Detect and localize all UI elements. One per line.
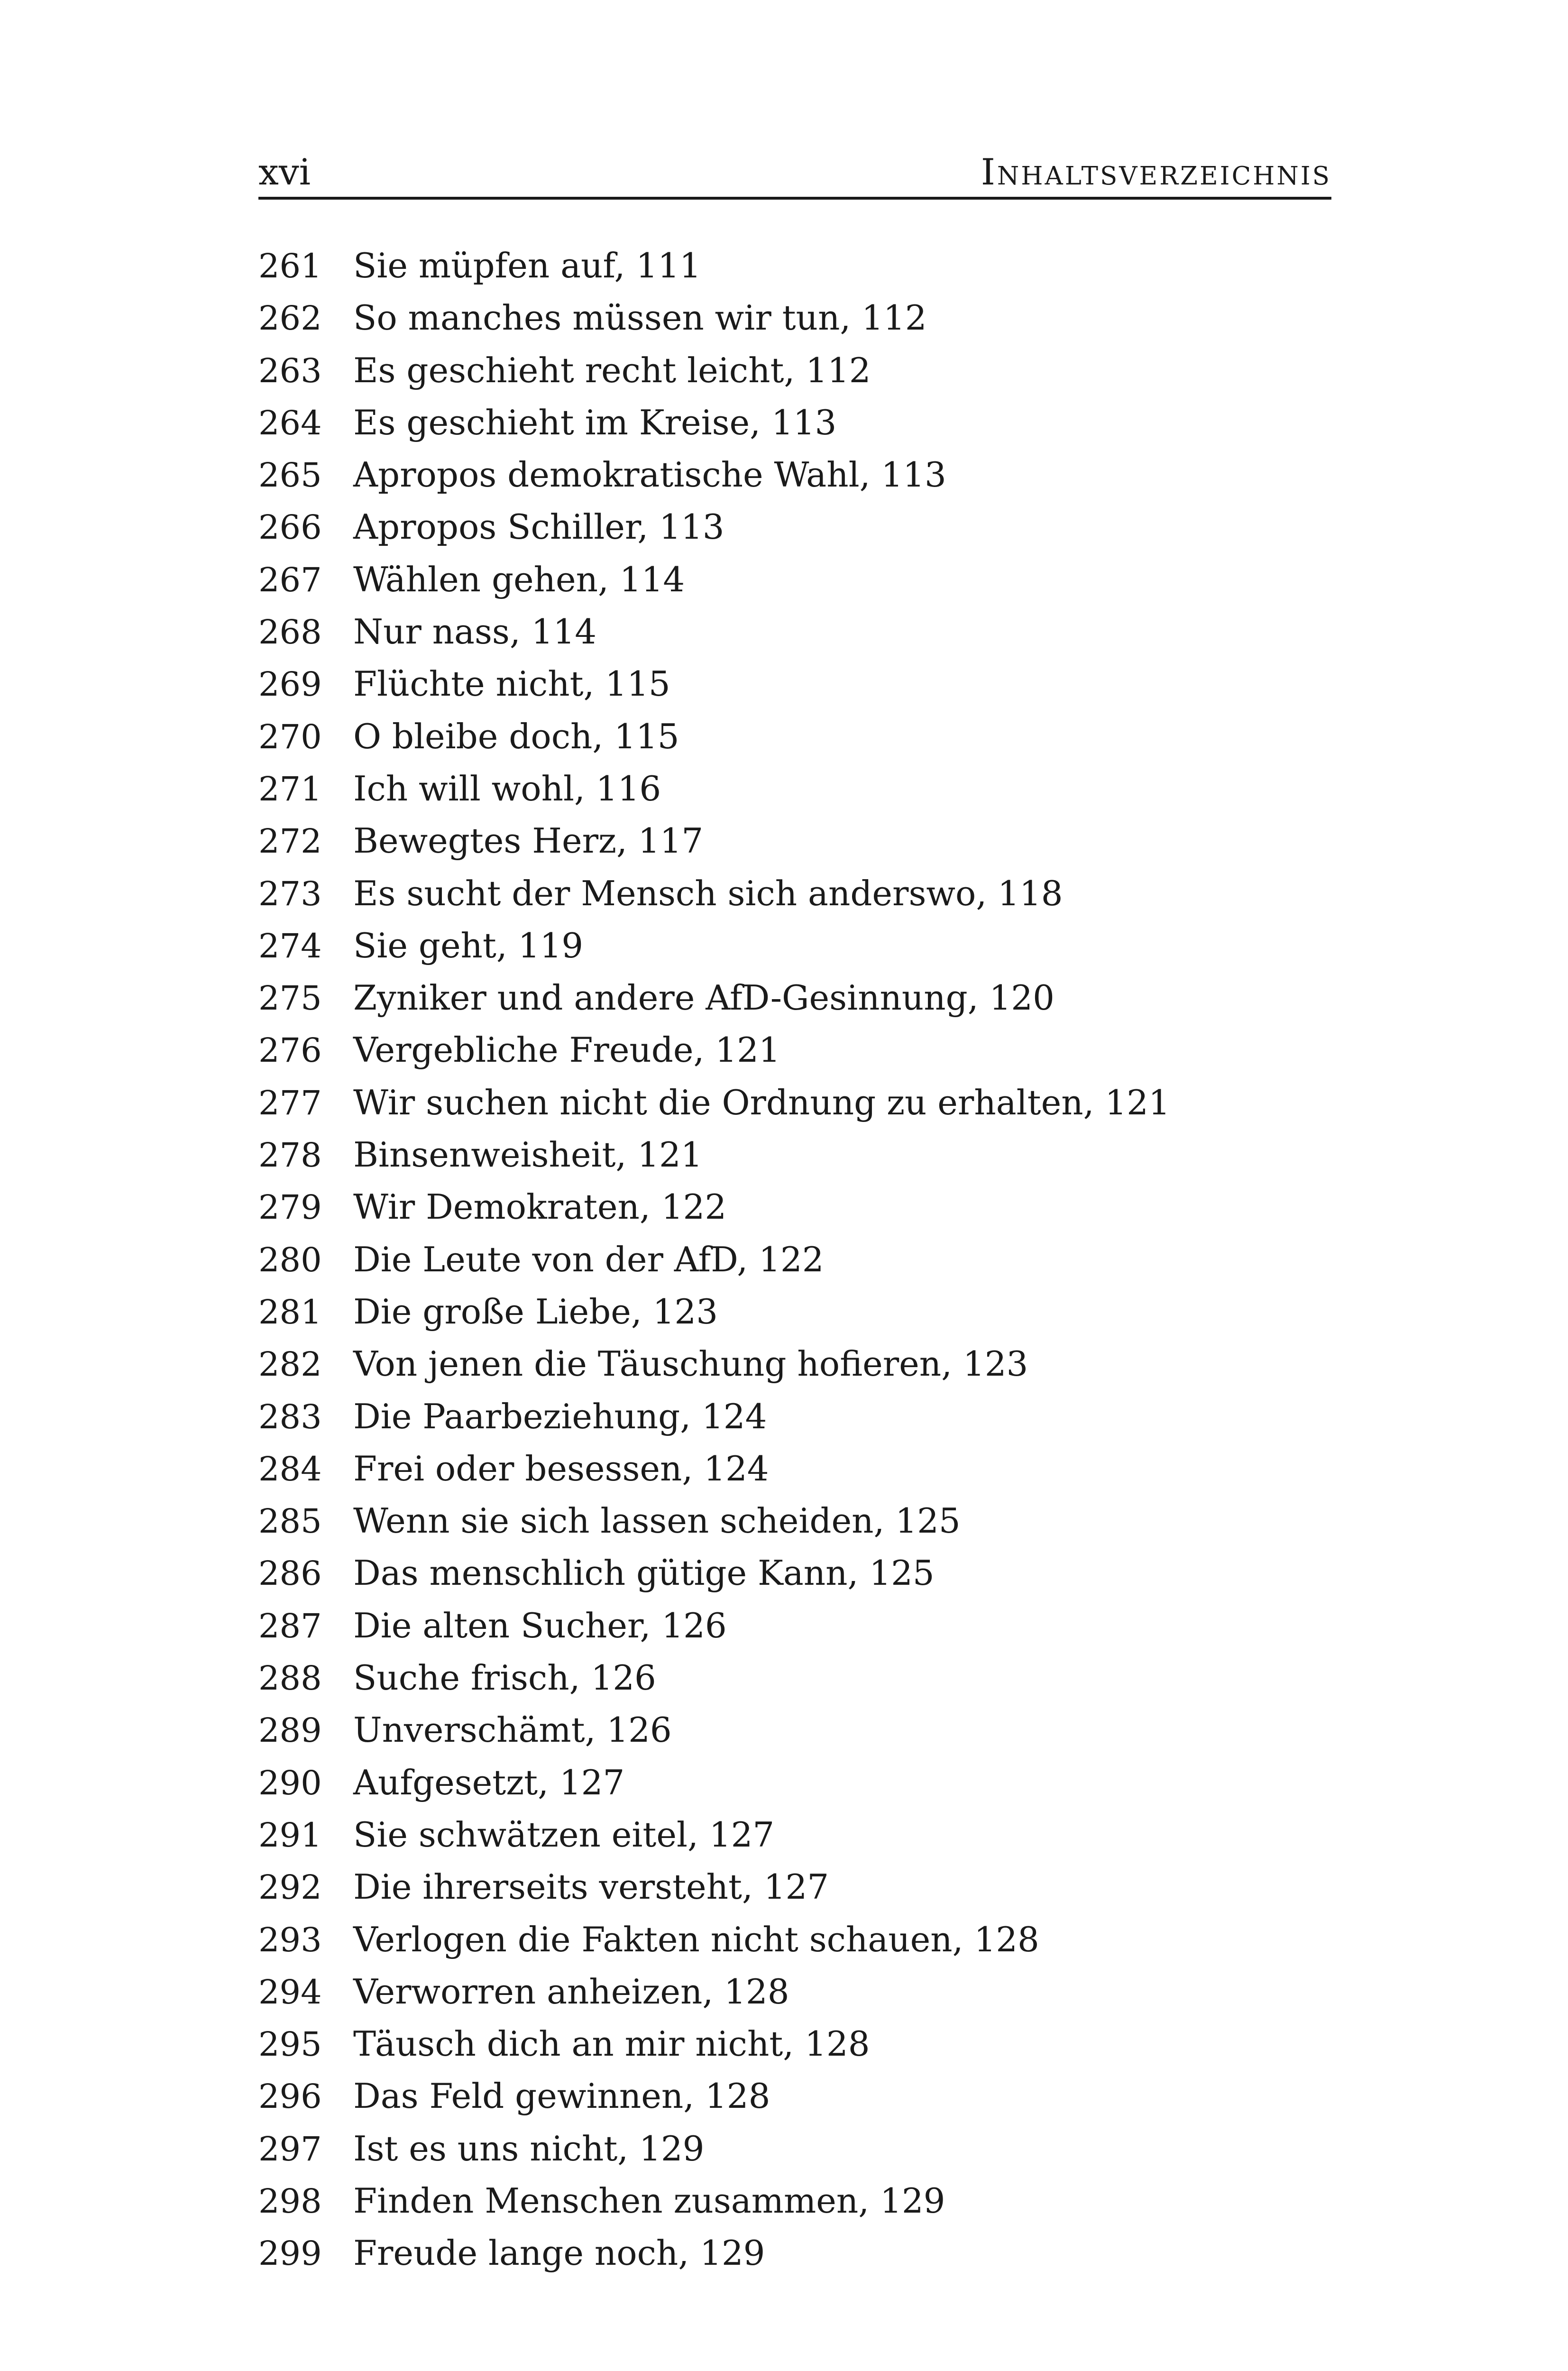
- entry-title: Wir suchen nicht die Ordnung zu erhalten: [353, 1082, 1083, 1122]
- entry-number: 284: [258, 1449, 322, 1489]
- entry-title-and-page: Wählen gehen, 114: [353, 559, 685, 599]
- toc-entry: [258, 2123, 1331, 2175]
- entry-number: 262: [258, 299, 322, 338]
- toc-entry: [258, 1076, 1331, 1129]
- toc-entry: [258, 1861, 1331, 1913]
- entry-title-and-page: Das menschlich gütige Kann, 125: [353, 1553, 935, 1593]
- entry-title: Von jenen die Täuschung hofieren: [353, 1344, 942, 1384]
- page-header: [258, 142, 1331, 200]
- entry-title: Unverschämt: [353, 1710, 585, 1750]
- entry-title: Ist es uns nicht: [353, 2128, 618, 2169]
- entry-number: 287: [258, 1606, 322, 1645]
- entry-title: Das Feld gewinnen: [353, 2076, 684, 2116]
- entry-page: 129: [700, 2233, 765, 2273]
- entry-number: 276: [258, 1031, 322, 1070]
- entry-number: 291: [258, 1815, 322, 1855]
- entry-title-and-page: Ich will wohl, 116: [353, 768, 661, 809]
- toc-entry: [258, 292, 1331, 344]
- toc-entry: [258, 919, 1331, 972]
- toc-entry: [258, 658, 1331, 710]
- entry-number: 277: [258, 1083, 322, 1122]
- toc-entry: [258, 239, 1331, 292]
- toc-entry: [258, 1181, 1331, 1233]
- toc-entry: [258, 396, 1331, 449]
- entry-title-and-page: Apropos demokratische Wahl, 113: [353, 455, 946, 495]
- entry-title: Die ihrerseits versteht: [353, 1867, 742, 1907]
- entry-title-and-page: Verworren anheizen, 128: [353, 1971, 789, 2012]
- toc-entry: [258, 815, 1331, 867]
- toc-entry: [258, 1809, 1331, 1861]
- entry-title-and-page: Frei oder besessen, 124: [353, 1448, 769, 1489]
- entry-title-and-page: Die große Liebe, 123: [353, 1291, 718, 1332]
- entry-title: Ich will wohl: [353, 768, 574, 809]
- entry-number: 266: [258, 508, 322, 547]
- entry-title-and-page: Unverschämt, 126: [353, 1710, 672, 1750]
- entry-title: Wählen gehen: [353, 559, 598, 599]
- entry-page: 114: [619, 559, 685, 599]
- entry-page: 113: [659, 507, 724, 547]
- entry-number: 294: [258, 1972, 322, 2012]
- toc-entry: [258, 1652, 1331, 1704]
- entry-title: Es geschieht recht leicht: [353, 350, 784, 390]
- entry-title-and-page: Die alten Sucher, 126: [353, 1605, 727, 1645]
- toc-entry: [258, 1024, 1331, 1076]
- entry-number: 282: [258, 1345, 322, 1384]
- running-title: Inhaltsverzeichnis: [981, 151, 1331, 193]
- entry-number: 278: [258, 1136, 322, 1175]
- entry-number: 298: [258, 2181, 322, 2221]
- entry-number: 269: [258, 665, 322, 704]
- entry-page: 127: [559, 1762, 625, 1802]
- entry-title: Verworren anheizen: [353, 1971, 703, 2012]
- entry-title-and-page: Apropos Schiller, 113: [353, 507, 724, 547]
- toc-entry: [258, 1286, 1331, 1338]
- entry-number: 272: [258, 822, 322, 861]
- entry-title: Wir Demokraten: [353, 1187, 640, 1227]
- entry-title-and-page: Wenn sie sich lassen scheiden, 125: [353, 1501, 961, 1541]
- entry-title-and-page: Es geschieht im Kreise, 113: [353, 402, 837, 442]
- entry-number: 292: [258, 1868, 322, 1907]
- entry-number: 296: [258, 2077, 322, 2116]
- entry-title: Die Leute von der AfD: [353, 1239, 737, 1279]
- entry-page: 127: [763, 1867, 829, 1907]
- entry-page: 124: [701, 1396, 767, 1436]
- toc-entry: [258, 1129, 1331, 1181]
- entry-number: 274: [258, 926, 322, 965]
- entry-page: 125: [895, 1501, 961, 1541]
- entry-number: 263: [258, 351, 322, 390]
- entry-page: 115: [614, 716, 679, 756]
- entry-title-and-page: Binsenweisheit, 121: [353, 1135, 703, 1175]
- entry-title-and-page: Täusch dich an mir nicht, 128: [353, 2024, 870, 2064]
- entry-title-and-page: Sie schwätzen eitel, 127: [353, 1814, 775, 1855]
- entry-title: Flüchte nicht: [353, 664, 584, 704]
- entry-number: 289: [258, 1711, 322, 1750]
- toc-entry: [258, 1443, 1331, 1495]
- entry-page: 128: [705, 2076, 770, 2116]
- toc-entry: [258, 1495, 1331, 1547]
- toc-entry: [258, 501, 1331, 553]
- entry-title-and-page: Wir Demokraten, 122: [353, 1187, 727, 1227]
- entry-title-and-page: Nur nass, 114: [353, 612, 597, 652]
- entry-number: 286: [258, 1554, 322, 1593]
- entry-page: 129: [639, 2128, 705, 2169]
- entry-number: 280: [258, 1240, 322, 1279]
- entry-title: Suche frisch: [353, 1658, 569, 1698]
- entry-page: 115: [605, 664, 670, 704]
- entry-page: 127: [709, 1814, 775, 1855]
- entry-page: 121: [715, 1030, 780, 1070]
- entry-page: 112: [862, 298, 927, 338]
- entry-page: 111: [636, 246, 701, 285]
- entry-page: 126: [661, 1605, 727, 1645]
- table-of-contents: [258, 239, 1331, 2279]
- entry-title-and-page: Sie müpfen auf, 111: [353, 246, 701, 285]
- entry-title-and-page: Von jenen die Täuschung hofieren, 123: [353, 1344, 1028, 1384]
- entry-title-and-page: Aufgesetzt, 127: [353, 1762, 625, 1802]
- toc-entry: [258, 2227, 1331, 2279]
- toc-entry: [258, 1338, 1331, 1390]
- toc-entry: [258, 1390, 1331, 1443]
- toc-entry: [258, 867, 1331, 919]
- entry-title-and-page: Finden Menschen zusammen, 129: [353, 2180, 945, 2221]
- entry-title: Verlogen die Fakten nicht schauen: [353, 1919, 953, 1959]
- entry-number: 268: [258, 613, 322, 652]
- entry-title: Bewegtes Herz: [353, 821, 616, 861]
- entry-page: 116: [596, 768, 661, 809]
- entry-title-and-page: Bewegtes Herz, 117: [353, 821, 704, 861]
- toc-entry: [258, 1547, 1331, 1599]
- entry-page: 112: [806, 350, 871, 390]
- toc-entry: [258, 2175, 1331, 2227]
- entry-page: 121: [1105, 1082, 1170, 1122]
- entry-number: 279: [258, 1188, 322, 1227]
- toc-entry: [258, 1913, 1331, 1966]
- entry-title: Freude lange noch: [353, 2233, 679, 2273]
- entry-title-and-page: Die Paarbeziehung, 124: [353, 1396, 767, 1436]
- entry-page: 123: [652, 1291, 718, 1332]
- toc-entry: [258, 972, 1331, 1024]
- entry-page: 124: [704, 1448, 769, 1489]
- entry-title: Das menschlich gütige Kann: [353, 1553, 848, 1593]
- entry-title-and-page: O bleibe doch, 115: [353, 716, 679, 756]
- entry-number: 281: [258, 1292, 322, 1332]
- entry-number: 299: [258, 2234, 322, 2273]
- toc-entry: [258, 1966, 1331, 2018]
- entry-title: O bleibe doch: [353, 716, 593, 756]
- entry-page: 117: [638, 821, 704, 861]
- toc-entry: [258, 763, 1331, 815]
- entry-title-and-page: Vergebliche Freude, 121: [353, 1030, 780, 1070]
- entry-title: Sie schwätzen eitel: [353, 1814, 688, 1855]
- entry-number: 267: [258, 560, 322, 599]
- entry-number: 290: [258, 1763, 322, 1802]
- entry-title-and-page: Sie geht, 119: [353, 925, 584, 965]
- entry-title: Frei oder besessen: [353, 1448, 682, 1489]
- entry-number: 271: [258, 769, 322, 809]
- entry-number: 283: [258, 1397, 322, 1436]
- entry-title-and-page: Das Feld gewinnen, 128: [353, 2076, 770, 2116]
- entry-title: Die alten Sucher: [353, 1605, 640, 1645]
- entry-title: Die Paarbeziehung: [353, 1396, 680, 1436]
- page-number: xvi: [258, 151, 311, 193]
- entry-title: Vergebliche Freude: [353, 1030, 694, 1070]
- entry-number: 293: [258, 1920, 322, 1959]
- entry-title: Die große Liebe: [353, 1291, 631, 1332]
- toc-entry: [258, 449, 1331, 501]
- entry-title-and-page: Die Leute von der AfD, 122: [353, 1239, 824, 1279]
- entry-title: Aufgesetzt: [353, 1762, 538, 1802]
- toc-entry: [258, 344, 1331, 396]
- entry-number: 273: [258, 874, 322, 913]
- toc-entry: [258, 606, 1331, 658]
- entry-number: 285: [258, 1502, 322, 1541]
- entry-title: Apropos demokratische Wahl: [353, 455, 860, 495]
- entry-title: Es sucht der Mensch sich anderswo: [353, 873, 976, 913]
- entry-title: So manches müssen wir tun: [353, 298, 840, 338]
- entry-title-and-page: Es sucht der Mensch sich anderswo, 118: [353, 873, 1063, 913]
- entry-number: 265: [258, 456, 322, 495]
- entry-page: 113: [771, 402, 837, 442]
- toc-entry: [258, 1599, 1331, 1652]
- entry-title: Es geschieht im Kreise: [353, 402, 750, 442]
- entry-page: 113: [881, 455, 946, 495]
- entry-page: 118: [998, 873, 1063, 913]
- entry-title: Apropos Schiller: [353, 507, 638, 547]
- toc-entry: [258, 710, 1331, 763]
- entry-title: Nur nass: [353, 612, 510, 652]
- entry-number: 297: [258, 2129, 322, 2169]
- entry-title-and-page: Flüchte nicht, 115: [353, 664, 670, 704]
- entry-number: 275: [258, 979, 322, 1018]
- entry-title-and-page: Freude lange noch, 129: [353, 2233, 765, 2273]
- entry-title: Wenn sie sich lassen scheiden: [353, 1501, 874, 1541]
- entry-title-and-page: Ist es uns nicht, 129: [353, 2128, 705, 2169]
- entry-title: Finden Menschen zusammen: [353, 2180, 859, 2221]
- entry-page: 122: [661, 1187, 727, 1227]
- entry-number: 264: [258, 403, 322, 442]
- entry-page: 120: [989, 978, 1055, 1018]
- toc-entry: [258, 1233, 1331, 1286]
- entry-page: 126: [591, 1658, 656, 1698]
- toc-entry: [258, 2070, 1331, 2122]
- entry-title-and-page: Verlogen die Fakten nicht schauen, 128: [353, 1919, 1039, 1959]
- entry-number: 295: [258, 2025, 322, 2064]
- entry-title-and-page: Es geschieht recht leicht, 112: [353, 350, 871, 390]
- entry-page: 128: [805, 2024, 870, 2064]
- entry-number: 270: [258, 717, 322, 756]
- entry-number: 261: [258, 247, 322, 285]
- entry-title: Binsenweisheit: [353, 1135, 616, 1175]
- entry-page: 129: [880, 2180, 945, 2221]
- entry-title-and-page: Wir suchen nicht die Ordnung zu erhalten, 121: [353, 1082, 1170, 1122]
- toc-entry: [258, 1756, 1331, 1809]
- entry-title: Zyniker und andere AfD-Gesinnung: [353, 978, 968, 1018]
- entry-title-and-page: Zyniker und andere AfD-Gesinnung, 120: [353, 978, 1055, 1018]
- entry-title: Sie müpfen auf: [353, 246, 614, 285]
- entry-page: 125: [869, 1553, 935, 1593]
- entry-title-and-page: Die ihrerseits versteht, 127: [353, 1867, 829, 1907]
- toc-entry: [258, 1704, 1331, 1756]
- entry-page: 114: [531, 612, 597, 652]
- entry-number: 288: [258, 1659, 322, 1698]
- entry-page: 119: [518, 925, 584, 965]
- entry-page: 122: [759, 1239, 824, 1279]
- entry-title: Täusch dich an mir nicht: [353, 2024, 783, 2064]
- entry-page: 128: [974, 1919, 1039, 1959]
- entry-page: 123: [963, 1344, 1028, 1384]
- entry-title: Sie geht: [353, 925, 496, 965]
- entry-page: 121: [637, 1135, 703, 1175]
- entry-title-and-page: So manches müssen wir tun, 112: [353, 298, 927, 338]
- entry-title-and-page: Suche frisch, 126: [353, 1658, 656, 1698]
- entry-page: 126: [606, 1710, 672, 1750]
- entry-page: 128: [724, 1971, 789, 2012]
- toc-entry: [258, 553, 1331, 606]
- toc-entry: [258, 2018, 1331, 2070]
